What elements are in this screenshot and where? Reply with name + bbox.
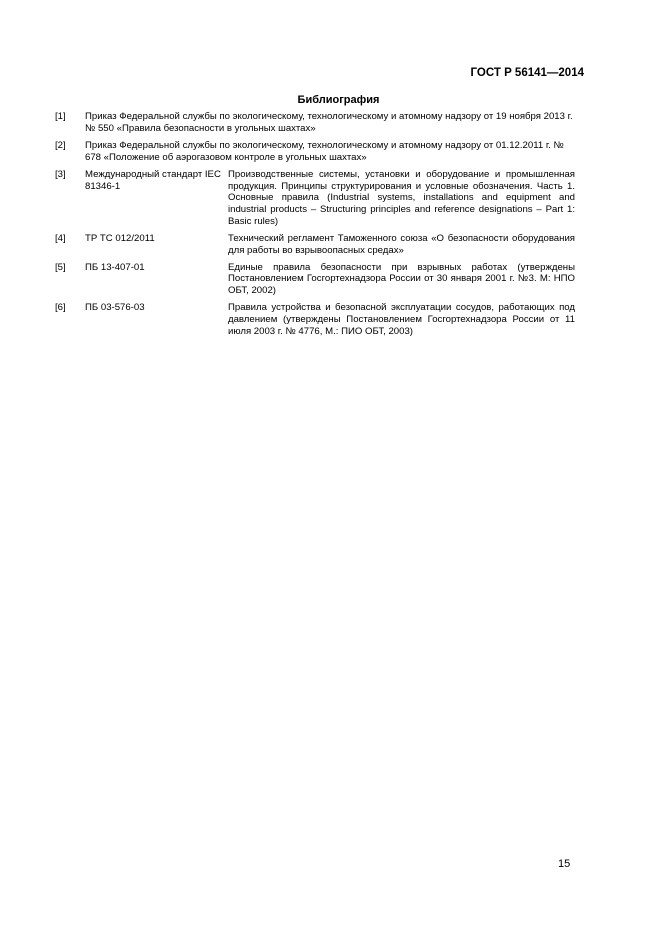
entry-number: [5]: [55, 261, 66, 273]
entry-source: Международный стандарт IEC 81346-1: [85, 168, 221, 192]
bibliography-entry-6: [55, 302, 575, 337]
entry-source: ТР ТС 012/2011: [85, 232, 155, 244]
entry-number: [1]: [55, 111, 66, 122]
entry-source: ПБ 03-576-03: [85, 302, 145, 314]
entry-text: Приказ Федеральной службы по экологическому, технологическому и атомному надзору от 19 ноября 2013 г. № 550 «Правила безопасности в угольных шахтах»: [85, 111, 573, 134]
entry-number: [4]: [55, 232, 66, 244]
bibliography-entry-1: [55, 111, 575, 134]
section-title: [0, 94, 661, 106]
document-code: ГОСТ Р 56141—2014: [470, 67, 584, 79]
entry-text: Технический регламент Таможенного союза «О безопасности оборудования для работы во взрывоопасных средах»: [228, 232, 575, 256]
entry-text: Производственные системы, установки и оборудование и промышленная продукция. Принципы структурирования и условные обозначения. Часть 1. Основные правила (Industrial systems, installations and equipment and industrial products – Structuring principles and reference designations – Part 1: Basic rules): [228, 168, 575, 227]
entry-source: ПБ 13-407-01: [85, 261, 145, 273]
bibliography-entry-5: [55, 262, 575, 297]
bibliography-list: [55, 111, 575, 343]
entry-number: [6]: [55, 302, 66, 314]
entry-text: Приказ Федеральной службы по экологическому, технологическому и атомному надзору от 01.12.2011 г. № 678 «Положение об аэрогазовом контроле в угольных шахтах»: [85, 139, 564, 163]
entry-number: [2]: [55, 139, 66, 151]
entry-number: [3]: [55, 168, 66, 180]
bibliography-entry-2: [55, 140, 575, 163]
bibliography-entry-3: [55, 169, 575, 228]
section-title-text: Библиография: [297, 94, 380, 106]
bibliography-entry-4: [55, 233, 575, 256]
page-number: 15: [558, 858, 571, 870]
entry-text: Единые правила безопасности при взрывных работах (утверждены Постановлением Госгортехнадзора России от 30 января 2001 г. №3. М: НПО ОБТ, 2002): [228, 261, 575, 297]
entry-text: Правила устройства и безопасной эксплуатации сосудов, работающих под давлением (утверждены Постановлением Госгортехнадзора России от 11 июля 2003 г. № 4776, М.: ПИО ОБТ, 2003): [228, 302, 575, 337]
